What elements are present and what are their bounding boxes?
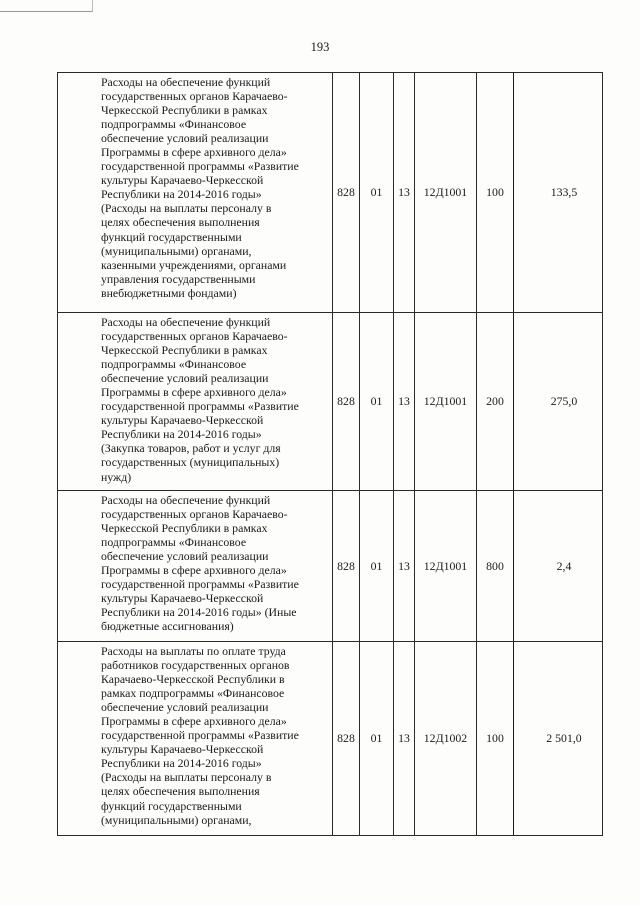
amount-value: 2 501,0: [514, 642, 603, 836]
expense-type-code: 100: [477, 642, 514, 836]
subsection-code: 13: [394, 73, 415, 313]
section-code: 01: [360, 642, 394, 836]
ministry-code: 828: [333, 313, 360, 491]
expense-type-code: 800: [477, 491, 514, 642]
target-article-code: 12Д1001: [415, 491, 477, 642]
ministry-code: 828: [333, 491, 360, 642]
target-article-code: 12Д1001: [415, 313, 477, 491]
subsection-code: 13: [394, 642, 415, 836]
target-article-code: 12Д1001: [415, 73, 477, 313]
table-row: [58, 73, 603, 313]
page-number: 193: [310, 40, 330, 54]
budget-table: [57, 72, 603, 836]
section-code: 01: [360, 491, 394, 642]
target-article-code: 12Д1002: [415, 642, 477, 836]
scan-corner-mark: [0, 0, 93, 12]
ministry-code: 828: [333, 73, 360, 313]
section-code: 01: [360, 313, 394, 491]
ministry-code: 828: [333, 642, 360, 836]
amount-value: 275,0: [514, 313, 603, 491]
table-row: [58, 642, 603, 836]
expense-type-code: 200: [477, 313, 514, 491]
row-description: Расходы на выплаты по оплате труда работников государственных органов Карачаево-Черкесской Республики в рамках подпрограммы «Финансовое обеспечение условий реализации Программы в сфере архивного дела» государственной программы «Развитие культуры Карачаево-Черкесской Республики на 2014-2016 годы» (Расходы на выплаты персоналу в целях обеспечения выполнения функций государственными (муниципальными) органами,: [58, 642, 333, 836]
row-description: Расходы на обеспечение функций государственных органов Карачаево- Черкесской Республики в рамках подпрограммы «Финансовое обеспечение условий реализации Программы в сфере архивного дела» государственной программы «Развитие культуры Карачаево-Черкесской Республики на 2014-2016 годы» (Иные бюджетные ассигнования): [58, 491, 333, 642]
row-description: Расходы на обеспечение функций государственных органов Карачаево- Черкесской Республики в рамках подпрограммы «Финансовое обеспечение условий реализации Программы в сфере архивного дела» государственной программы «Развитие культуры Карачаево-Черкесской Республики на 2014-2016 годы» (Расходы на выплаты персоналу в целях обеспечения выполнения функций государственными (муниципальными) органами, казенными учреждениями, органами управления государственными внебюджетными фондами): [58, 73, 333, 313]
amount-value: 2,4: [514, 491, 603, 642]
expense-type-code: 100: [477, 73, 514, 313]
section-code: 01: [360, 73, 394, 313]
amount-value: 133,5: [514, 73, 603, 313]
subsection-code: 13: [394, 313, 415, 491]
table-row: [58, 313, 603, 491]
table-row: [58, 491, 603, 642]
subsection-code: 13: [394, 491, 415, 642]
row-description: Расходы на обеспечение функций государственных органов Карачаево- Черкесской Республики в рамках подпрограммы «Финансовое обеспечение условий реализации Программы в сфере архивного дела» государственной программы «Развитие культуры Карачаево-Черкесской Республики на 2014-2016 годы» (Закупка товаров, работ и услуг для государственных (муниципальных) нужд): [58, 313, 333, 491]
